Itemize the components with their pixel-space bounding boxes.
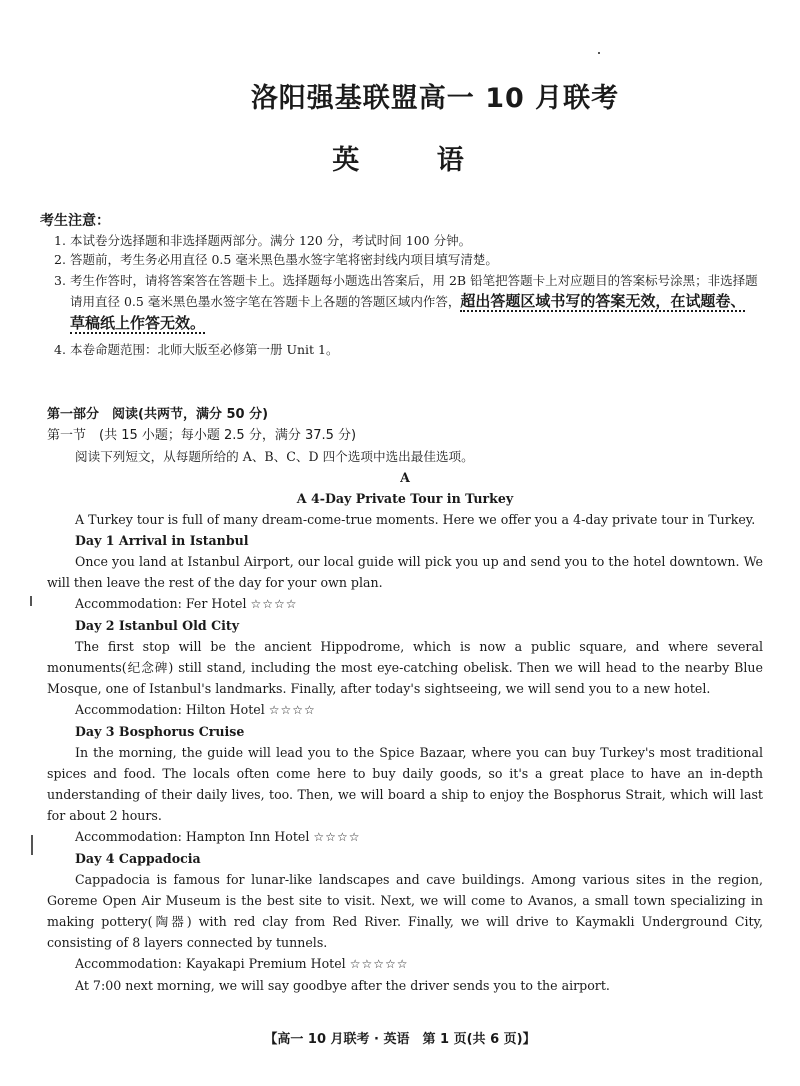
notice-item-text: 本卷命题范围：北师大版至必修第一册 Unit 1。 (70, 342, 339, 357)
scan-mark (598, 52, 600, 54)
candidate-notice (40, 212, 760, 359)
notice-item: 1. 本试卷分选择题和非选择题两部分。满分 120 分，考试时间 100 分钟。 (54, 233, 472, 248)
passage-label: A (400, 470, 410, 485)
part-title: 第一部分 阅读(共两节，满分 50 分) (47, 407, 269, 422)
passage-intro: A Turkey tour is full of many dream-come-true moments. Here we offer you a 4-day private tour in Turkey. (75, 512, 756, 527)
accommodation: Accommodation: Kayakapi Premium Hotel ☆☆☆☆☆ (75, 956, 409, 971)
section-title: 第一节 (共 15 小题；每小题 2.5 分，满分 37.5 分) (47, 428, 357, 443)
notice-item-text: 本试卷分选择题和非选择题两部分。满分 120 分，考试时间 100 分钟。 (70, 233, 472, 248)
subject-title: 英 语 (332, 145, 498, 176)
notice-emphasis: 超出答题区域书写的答案无效，在试题卷、草稿纸上作答无效。 (70, 292, 746, 332)
star-rating: ☆☆☆☆☆ (349, 957, 409, 971)
exam-title: 洛阳强基联盟高一 10 月联考 (250, 83, 620, 114)
scan-mark (31, 835, 33, 855)
day-heading: Day 4 Cappadocia (75, 851, 201, 866)
reading-section (47, 404, 763, 996)
page-footer: 【高一 10 月联考 · 英语 第 1 页(共 6 页)】 (264, 1032, 536, 1047)
star-rating: ☆☆☆☆ (313, 830, 361, 844)
accommodation: Accommodation: Hampton Inn Hotel ☆☆☆☆ (75, 829, 361, 844)
day-text: Cappadocia is famous for lunar-like landscapes and cave buildings. Among various sites in the region, Goreme Open Air Museum is the best site to visit. Next, we will come to Avanos, a small town specializing in making pottery(陶器) with red clay from Red River. Finally, we will drive to Kaymakli Underground City, consisting of 8 layers connected by tunnels. (47, 872, 763, 950)
instruction: 阅读下列短文，从每题所给的 A、B、C、D 四个选项中选出最佳选项。 (75, 449, 474, 464)
day-text: Once you land at Istanbul Airport, our local guide will pick you up and send you to the hotel downtown. We will then leave the rest of the day for your own plan. (47, 554, 763, 590)
day-heading: Day 1 Arrival in Istanbul (75, 533, 249, 548)
star-rating: ☆☆☆☆ (250, 597, 298, 611)
notice-item-text: 考生作答时，请将答案答在答题卡上。选择题每小题选出答案后，用 2B 铅笔把答题卡上对应题目的答案标号涂黑；非选择题请用直径 0.5 毫米黑色墨水签字笔在答题卡上各题的答题区域内作答， (70, 273, 758, 309)
star-rating: ☆☆☆☆ (268, 703, 316, 717)
notice-item: 4. 本卷命题范围：北师大版至必修第一册 Unit 1。 (54, 342, 339, 357)
notice-item-text: 答题前，考生务必用直径 0.5 毫米黑色墨水签字笔将密封线内项目填写清楚。 (70, 252, 498, 267)
day-text: In the morning, the guide will lead you to the Spice Bazaar, where you can buy Turkey's most traditional spices and food. The locals often come here to buy daily goods, so it's a great place to have an in-depth understanding of their daily lives, too. Then, we will board a ship to enjoy the Bosphorus Strait, which will last for about 2 hours. (47, 745, 763, 823)
closing-text: At 7:00 next morning, we will say goodbye after the driver sends you to the airport. (75, 978, 610, 993)
notice-item: 3. 考生作答时，请将答案答在答题卡上。选择题每小题选出答案后，用 2B 铅笔把答题卡上对应题目的答案标号涂黑；非选择题请用直径 0.5 毫米黑色墨水签字笔在答题卡上各题的答题区域内作答，超出答题区域书写的答案无效，在试题卷、草稿纸上作答无效。 (54, 273, 758, 332)
notice-heading: 考生注意： (40, 213, 110, 229)
day-heading: Day 2 Istanbul Old City (75, 618, 240, 633)
day-text: The first stop will be the ancient Hippodrome, which is now a public square, and where several monuments(纪念碑) still stand, including the most eye-catching obelisk. Then we will head to the nearby Blue Mosque, one of Istanbul's landmarks. Finally, after today's sightseeing, we will send you to a new hotel. (47, 639, 763, 696)
notice-item: 2. 答题前，考生务必用直径 0.5 毫米黑色墨水签字笔将密封线内项目填写清楚。 (54, 252, 498, 267)
passage-title: A 4-Day Private Tour in Turkey (296, 491, 514, 506)
day-heading: Day 3 Bosphorus Cruise (75, 724, 245, 739)
notice-list (40, 231, 760, 359)
accommodation: Accommodation: Hilton Hotel ☆☆☆☆ (75, 702, 316, 717)
scan-mark (30, 596, 32, 606)
accommodation: Accommodation: Fer Hotel ☆☆☆☆ (75, 596, 298, 611)
